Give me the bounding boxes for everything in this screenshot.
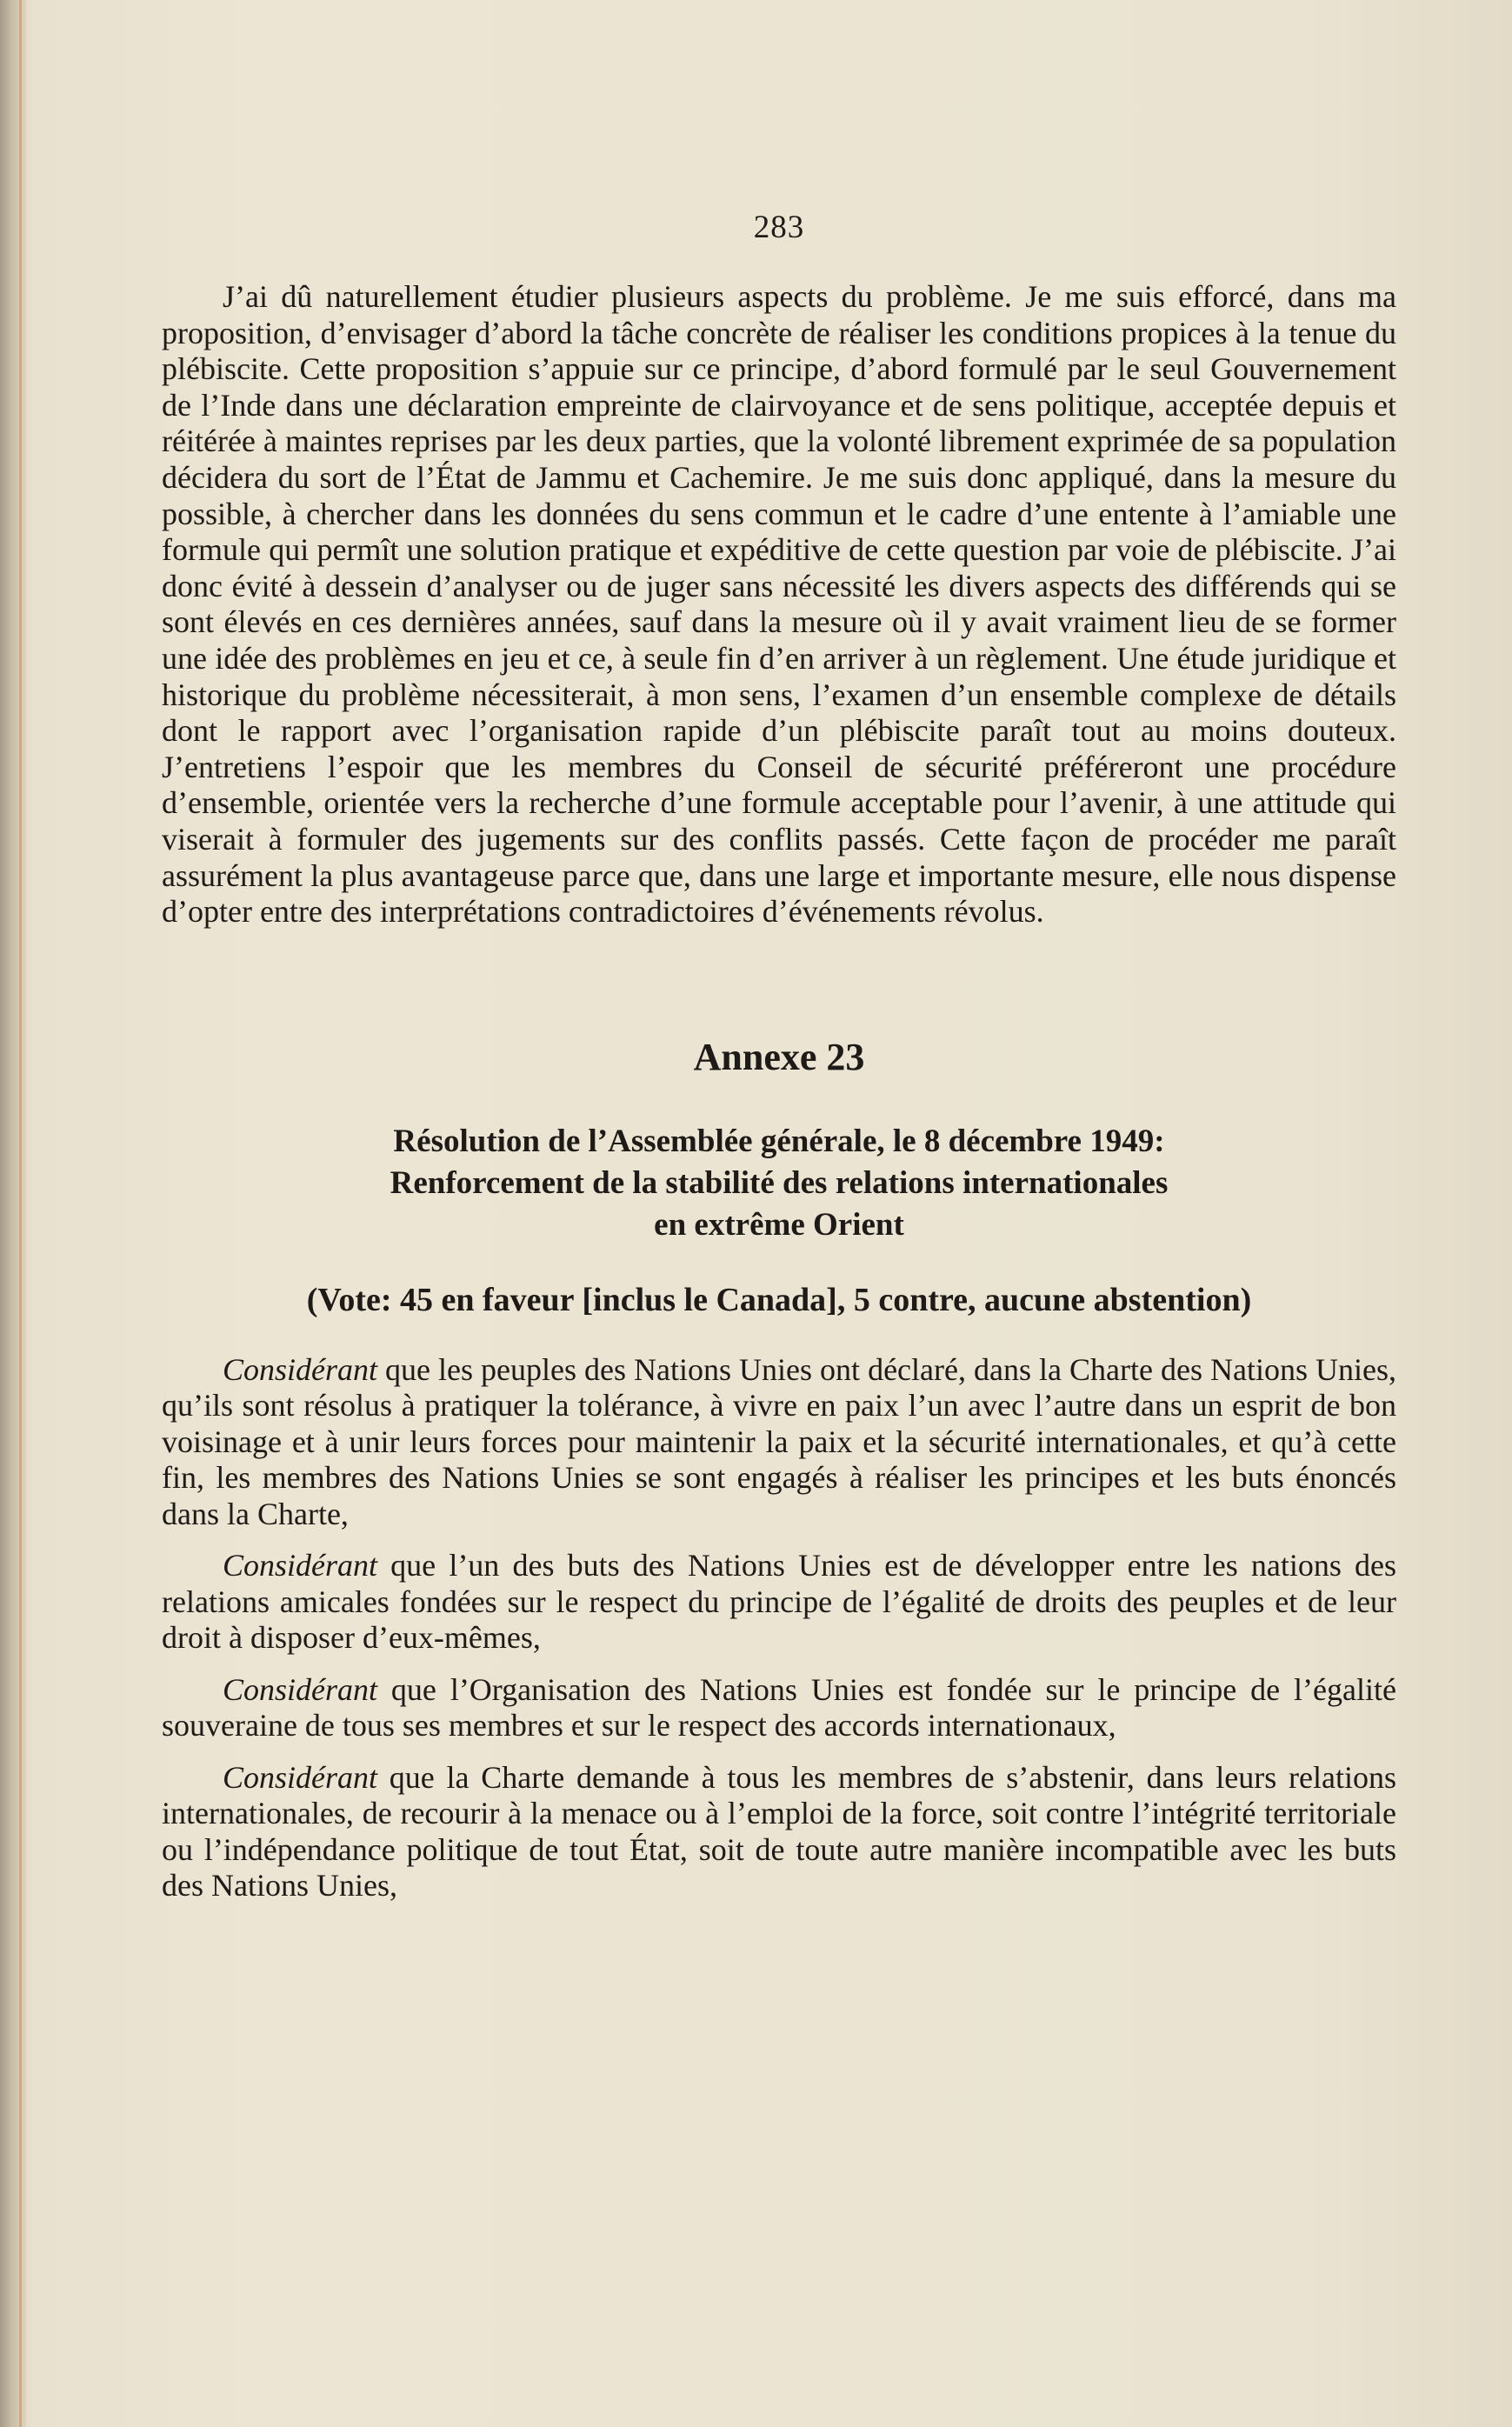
consideration-text: que l’Organisation des Nations Unies est fondée sur le principe de l’égalité souveraine de tous ses membres et sur le respect des accords internationaux, — [162, 1671, 1396, 1744]
consideration-lead: Considérant — [223, 1671, 378, 1707]
annex-title: Annexe 23 — [693, 1035, 865, 1078]
resolution-title-line: Résolution de l’Assemblée générale, le 8 décembre 1949: — [393, 1123, 1165, 1159]
resolution-title-line: Renforcement de la stabilité des relations internationales — [390, 1164, 1169, 1201]
page-number: 283 — [753, 210, 805, 245]
consideration-lead: Considérant — [223, 1759, 378, 1795]
intro-paragraph: J’ai dû naturellement étudier plusieurs aspects du problème. Je me suis efforcé, dans ma proposition, d’envisager d’abord la tâche concrète de réaliser les conditions propices à la tenue du plébiscite. Cette proposition s’appuie sur ce principe, d’abord formulé par le seul Gouvernement de l’Inde dans une déclaration empreinte de clairvoyance et de sens politique, acceptée depuis et réitérée à maintes reprises par les deux parties, que la volonté librement exprimée de sa population décidera du sort de l’État de Jammu et Cachemire. Je me suis donc appliqué, dans la mesure du possible, à chercher dans les données du sens commun et le cadre d’une entente à l’amiable une formule qui permît une solution pratique et expéditive de cette question par voie de plébiscite. J’ai donc évité à dessein d’analyser ou de juger sans nécessité les divers aspects des différends qui se sont élevés en ces dernières années, sauf dans la mesure où il y avait vraiment lieu de se former une idée des problèmes en jeu et ce, à seule fin d’en arriver à un règlement. Une étude juridique et historique du problème nécessiterait, à mon sens, l’examen d’un ensemble complexe de détails dont le rapport avec l’organisation rapide d’un plébiscite paraît tout au moins douteux. J’entretiens l’espoir que les membres du Conseil de sécurité préféreront une procédure d’ensemble, orientée vers la recherche d’une formule acceptable pour l’avenir, à une attitude qui viserait à formuler des jugements sur des conflits passés. Cette façon de procéder me paraît assurément la plus avantageuse parce que, dans une large et importante mesure, elle nous dispense d’opter entre des interprétations contradictoires d’événements révolus. — [162, 279, 1396, 930]
consideration-lead: Considérant — [223, 1548, 378, 1584]
consideration-paragraph — [162, 1548, 1396, 1657]
book-gutter — [0, 0, 26, 2427]
consideration-lead: Considérant — [223, 1351, 378, 1387]
consideration-text: que l’un des buts des Nations Unies est de développer entre les nations des relations amicales fondées sur le respect du principe de l’égalité de droits des peuples et de leur droit à disposer d’eux-mêmes, — [162, 1548, 1396, 1656]
resolution-title — [162, 1121, 1396, 1246]
consideration-paragraph — [162, 1760, 1396, 1904]
resolution-title-line: en extrême Orient — [654, 1206, 904, 1243]
consideration-text: que les peuples des Nations Unies ont déclaré, dans la Charte des Nations Unies, qu’ils sont résolus à pratiquer la tolérance, à vivre en paix l’un avec l’autre dans un esprit de bon voisinage et à unir leurs forces pour maintenir la paix et la sécurité internationales, et qu’à cette fin, les membres des Nations Unies se sont engagés à réaliser les principes et les buts énoncés dans la Charte, — [162, 1351, 1396, 1531]
binding-edge — [19, 0, 22, 2427]
page-content — [162, 209, 1396, 1920]
consideration-paragraph — [162, 1352, 1396, 1533]
consideration-text: que la Charte demande à tous les membres de s’abstenir, dans leurs relations internationales, de recourir à la menace ou à l’emploi de la force, soit contre l’intégrité territoriale ou l’indépendance politique de tout État, soit de toute autre manière incompatible avec les buts des Nations Unies, — [162, 1759, 1396, 1904]
consideration-paragraph — [162, 1672, 1396, 1744]
vote-result: (Vote: 45 en faveur [inclus le Canada], 5 contre, aucune abstention) — [306, 1281, 1252, 1318]
